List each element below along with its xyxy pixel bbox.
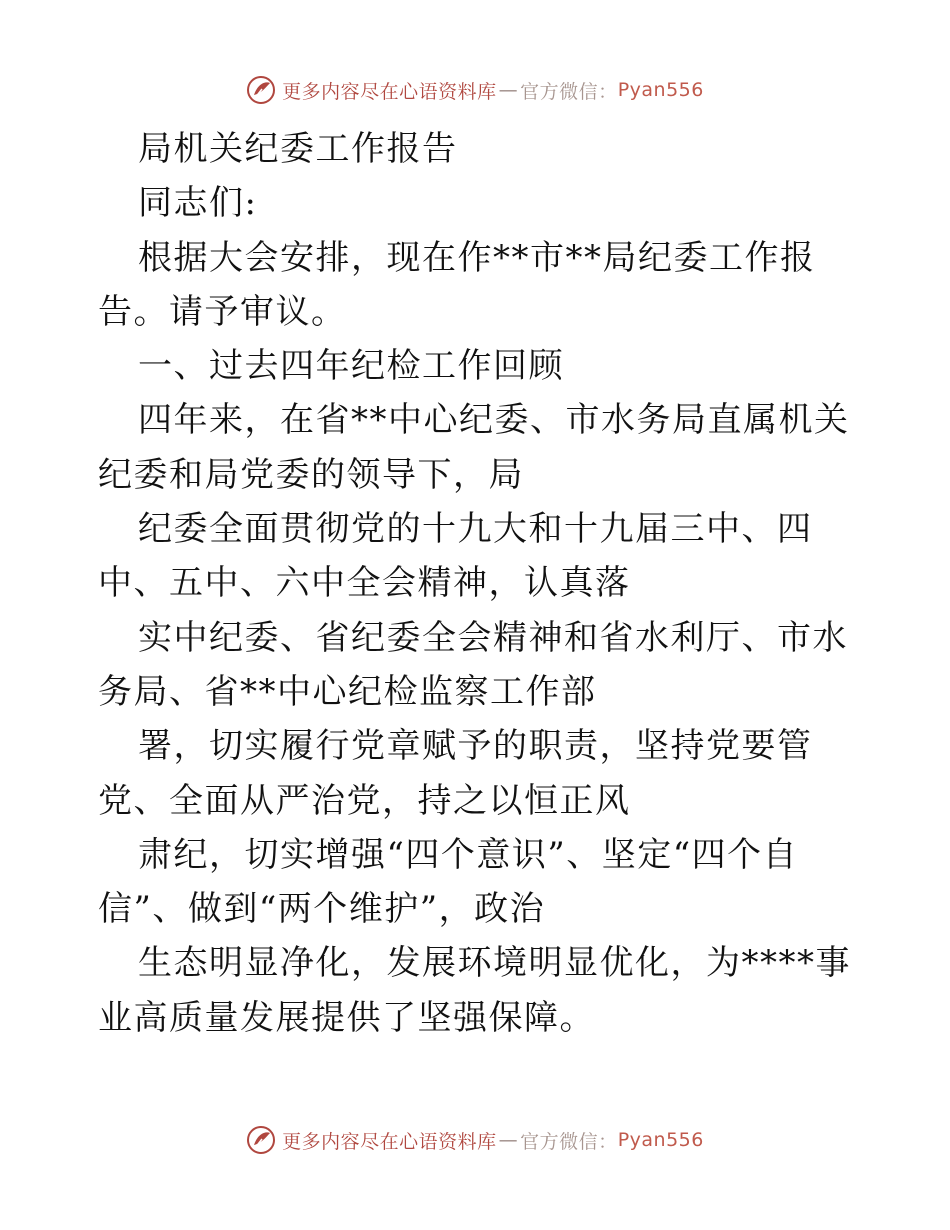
document-salutation: 同志们: bbox=[138, 183, 258, 224]
leaf-pen-logo-icon bbox=[246, 1125, 276, 1155]
document-paragraph: 实中纪委、省纪委全会精神和省水利厅、市水务局、省**中心纪检监察工作部 bbox=[98, 617, 848, 712]
document-paragraph: 纪委全面贯彻党的十九大和十九届三中、四中、五中、六中全会精神，认真落 bbox=[98, 509, 813, 604]
leaf-pen-logo-icon bbox=[246, 75, 276, 105]
document-paragraph: 署，切实履行党章赋予的职责，坚持党要管党、全面从严治党，持之以恒正风 bbox=[98, 726, 813, 821]
document-paragraph: 四年来，在省**中心纪委、市水务局直属机关纪委和局党委的领导下，局 bbox=[98, 400, 850, 495]
banner-handle: Pyan556 bbox=[617, 79, 704, 101]
document-body bbox=[98, 122, 858, 1045]
document-paragraph: 根据大会安排，现在作**市**局纪委工作报告。请予审议。 bbox=[98, 237, 816, 332]
banner-label: 官方微信： bbox=[520, 80, 618, 103]
document-paragraph: 肃纪，切实增强“四个意识”、坚定“四个自信”、做到“两个维护”，政治 bbox=[98, 834, 799, 930]
banner-main-text: 更多内容尽在心语资料库 bbox=[282, 1130, 497, 1153]
section-heading: 一、过去四年纪检工作回顾 bbox=[138, 346, 564, 387]
document-title: 局机关纪委工作报告 bbox=[138, 129, 458, 169]
banner-label: 官方微信： bbox=[520, 1130, 618, 1153]
header-banner bbox=[0, 70, 950, 110]
banner-dash: — bbox=[498, 1129, 519, 1151]
banner-main-text: 更多内容尽在心语资料库 bbox=[282, 80, 497, 103]
document-paragraph: 生态明显净化，发展环境明显优化，为****事业高质量发展提供了坚强保障。 bbox=[98, 943, 851, 1038]
banner-handle: Pyan556 bbox=[617, 1129, 704, 1151]
footer-banner bbox=[0, 1120, 950, 1160]
banner-dash: — bbox=[498, 79, 519, 101]
